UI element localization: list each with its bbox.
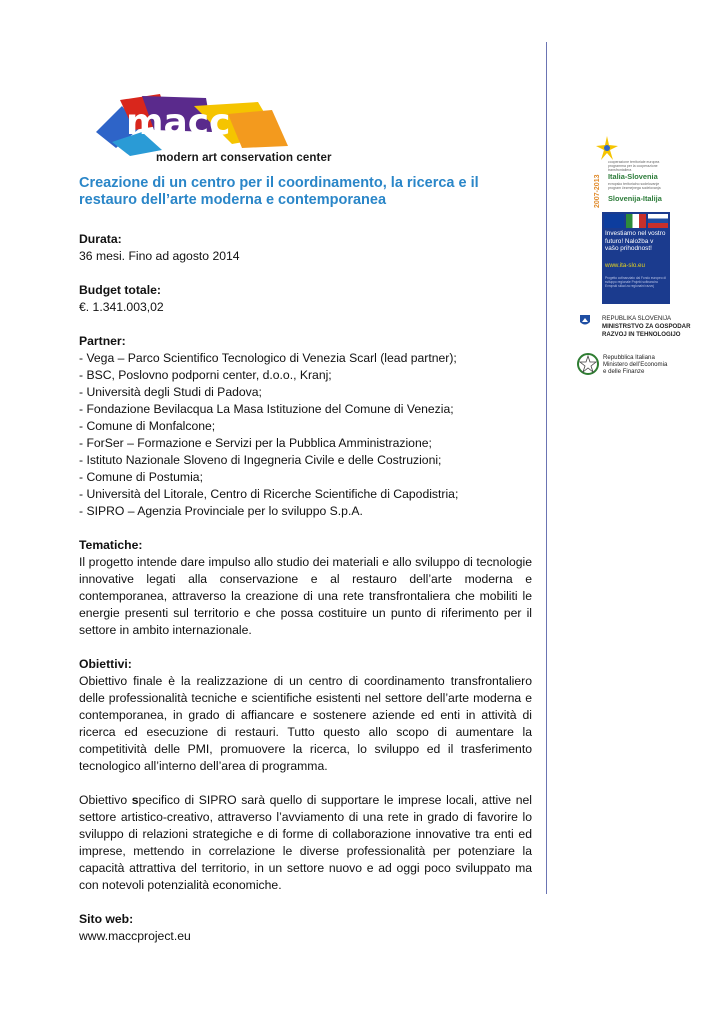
sito-link[interactable]: www.maccproject.eu	[79, 929, 191, 943]
slovenia-line-1: REPUBLIKA SLOVENIJA	[602, 315, 672, 322]
slovenia-ministry-text	[602, 315, 690, 339]
sito-heading: Sito web:	[79, 912, 134, 926]
slovenia-flag-icon	[648, 214, 668, 228]
partner-list	[79, 350, 532, 520]
slovenia-line-2: MINISTRSTVO ZA GOSPODAR	[602, 323, 691, 330]
italy-line-2: Ministero dell’Economia	[603, 361, 668, 368]
main-content	[79, 231, 532, 945]
program-years: 2007-2013	[594, 174, 601, 208]
eu-slogan: Investiamo nel vostro futuro! Naložba v vašo prihodnost!	[605, 230, 666, 252]
italy-emblem-icon	[577, 352, 599, 376]
coop-line-2: Italia-Slovenia	[608, 172, 658, 181]
partner-item: - Comune di Monfalcone;	[79, 419, 216, 433]
italy-line-3: e delle Finanze	[603, 368, 645, 375]
italy-flag-icon	[626, 214, 646, 228]
durata-value: 36 mesi. Fino ad agosto 2014	[79, 249, 240, 263]
partner-item: - Fondazione Bevilacqua La Masa Istituzione del Comune di Venezia;	[79, 402, 454, 416]
obiettivi-text-2c: pecifico di SIPRO sarà quello di supportare le imprese locali, attive nel settore artistico-creativo, attraverso l’avviamento di una rete in grado di favorire lo sviluppo di relazioni strategiche e di forme di collaborazione innovative tra enti ed imprese, mettendo in correlazione le diverse professionalità per potenziare la capacità attrattiva del territorio, in un settore nuovo e ad oggi poco sviluppato ma con notevoli potenzialità economiche.	[79, 793, 532, 892]
logo-subtitle: modern art conservation center	[156, 152, 332, 164]
coop-line-4: Slovenija-Italija	[608, 194, 662, 203]
obiettivi-text-1: Obiettivo finale è la realizzazione di un centro di coordinamento transfrontaliero delle professionalità tecniche e scientifiche esistenti nel settore dell’arte moderna e contemporanea, in grado di affiancare e sostenere aziende ed enti in attività di ricerca ed esecuzione di restauri. Tutto questo allo scopo di aumentare la competitività delle PMI, promuovere la ricerca, lo sviluppo ed il trasferimento tecnologico all’interno dell’area di programma.	[79, 674, 532, 773]
italy-ministry-logo	[577, 352, 687, 380]
logo-wordmark: macc	[126, 102, 231, 143]
cooperation-logo	[594, 134, 672, 210]
coop-line-1: cooperazione territoriale europea programma per la cooperazione transfrontaliera	[608, 160, 660, 172]
partner-item: - Comune di Postumia;	[79, 470, 203, 484]
partner-item: - Università degli Studi di Padova;	[79, 385, 262, 399]
obiettivi-text-2a: Obiettivo	[79, 793, 132, 807]
slovenia-line-3: RAZVOJ IN TEHNOLOGIJO	[602, 331, 681, 338]
partner-heading: Partner:	[79, 334, 126, 348]
slovenia-crest-icon	[580, 315, 590, 327]
partner-item: - ForSer – Formazione e Servizi per la Pubblica Amministrazione;	[79, 436, 432, 450]
obiettivi-text-2	[79, 792, 532, 894]
star-icon	[596, 136, 618, 162]
eu-flag-icon	[604, 214, 624, 228]
durata-heading: Durata:	[79, 232, 122, 246]
eu-funding-badge	[602, 212, 670, 304]
budget-heading: Budget totale:	[79, 283, 161, 297]
partner-item: - Vega – Parco Scientifico Tecnologico di Venezia Scarl (lead partner);	[79, 351, 457, 365]
flags	[604, 214, 668, 228]
tematiche-text: Il progetto intende dare impulso allo studio dei materiali e allo sviluppo di tecnologie innovative legati alla conservazione e al restauro dell’arte moderna e contemporanea, attraverso la creazione di una rete transfrontaliera che mobiliti le energie presenti sul territorio e che possa costituire un punto di riferimento per il settore in ambito internazionale.	[79, 555, 532, 637]
coop-line-3: evropsko teritorialno sodelovanje program čezmejnega sodelovanja	[608, 182, 661, 190]
italy-line-1: Repubblica Italiana	[603, 354, 655, 361]
partner-item: - SIPRO – Agenzia Provinciale per lo sviluppo S.p.A.	[79, 504, 363, 518]
partner-item: - BSC, Poslovno podporni center, d.o.o., Kranj;	[79, 368, 332, 382]
budget-value: €. 1.341.003,02	[79, 300, 164, 314]
vertical-divider	[546, 42, 547, 894]
eu-small-text: Progetto cofinanziato dal Fondo europeo di sviluppo regionale Projekt sofinancira Evropski sklad za regionalni razvoj	[605, 276, 666, 288]
tematiche-heading: Tematiche:	[79, 538, 143, 552]
macc-logo	[82, 84, 344, 170]
slovenia-ministry-logo	[580, 315, 690, 343]
partner-item: - Università del Litorale, Centro di Ricerche Scientifiche di Capodistria;	[79, 487, 459, 501]
page-title: Creazione di un centro per il coordinamento, la ricerca e il restauro dell’arte moderna e contemporanea	[79, 175, 479, 208]
eu-url: www.ita-slo.eu	[605, 262, 645, 269]
obiettivi-heading: Obiettivi:	[79, 657, 132, 671]
italy-ministry-text	[603, 354, 667, 375]
obiettivi-text-2b: s	[131, 793, 139, 807]
partner-item: - Istituto Nazionale Sloveno di Ingegneria Civile e delle Costruzioni;	[79, 453, 442, 467]
